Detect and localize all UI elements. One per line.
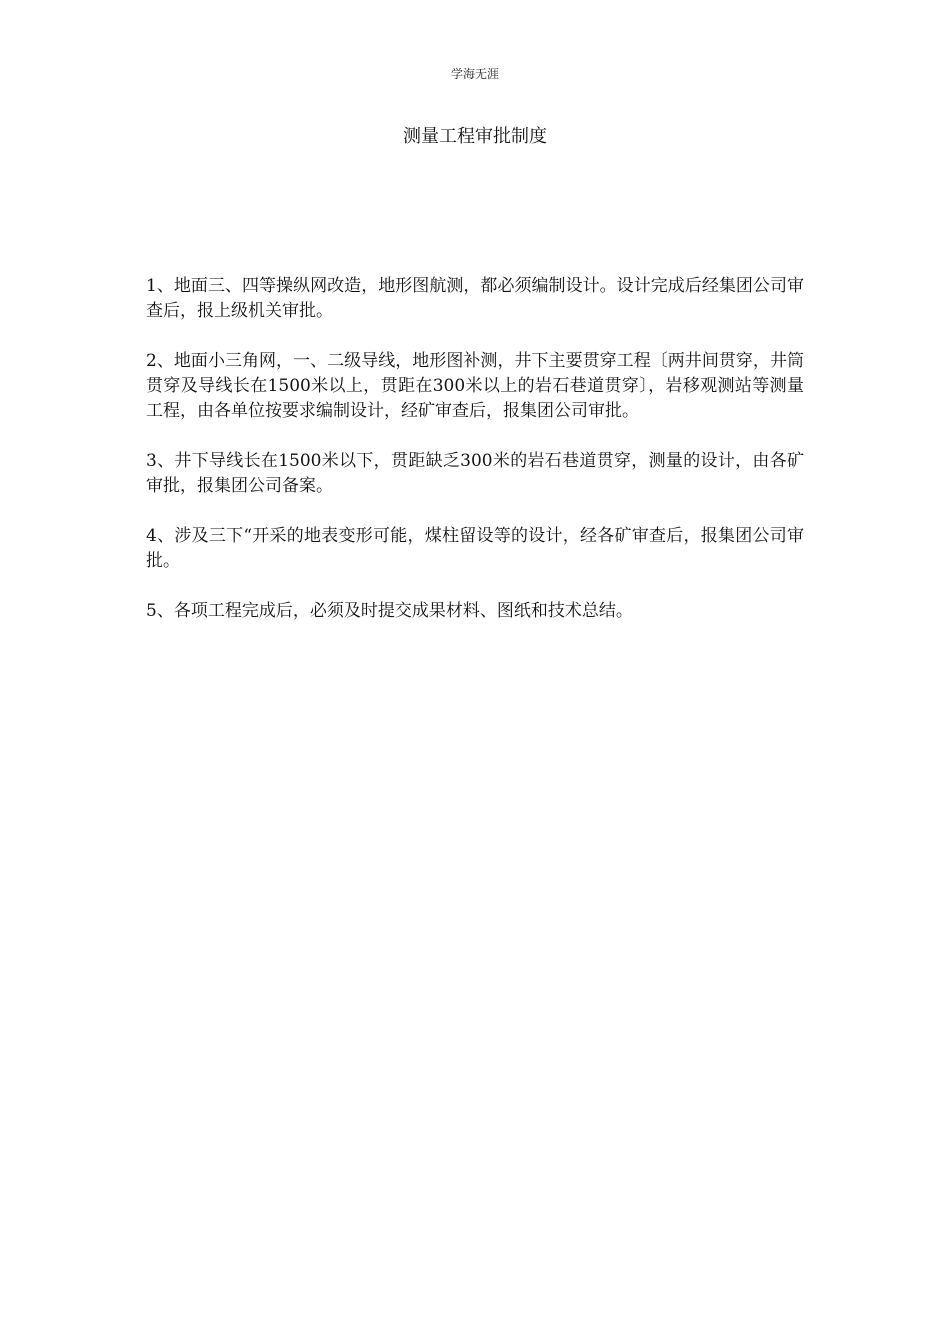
document-body [146,274,804,649]
document-title: 测量工程审批制度 [403,126,547,147]
paragraph-1: 1、地面三、四等操纵网改造，地形图航测，都必须编制设计。设计完成后经集团公司审查后，报上级机关审批。 [146,276,804,321]
paragraph-4: 4、涉及三下“开采的地表变形可能，煤柱留设等的设计，经各矿审查后，报集团公司审批。 [146,526,804,571]
page-header: 学海无涯 [450,67,499,81]
paragraph-5: 5、各项工程完成后，必须及时提交成果材料、图纸和技术总结。 [146,601,633,621]
paragraph-3: 3、井下导线长在1500米以下，贯距缺乏300米的岩石巷道贯穿，测量的设计，由各矿审批，报集团公司备案。 [146,451,804,496]
paragraph-2: 2、地面小三角网，一、二级导线，地形图补测，井下主要贯穿工程〔两井间贯穿，井筒贯穿及导线长在1500米以上，贯距在300米以上的岩石巷道贯穿〕，岩移观测站等测量工程，由各单位按要求编制设计，经矿审查后，报集团公司审批。 [146,351,804,421]
